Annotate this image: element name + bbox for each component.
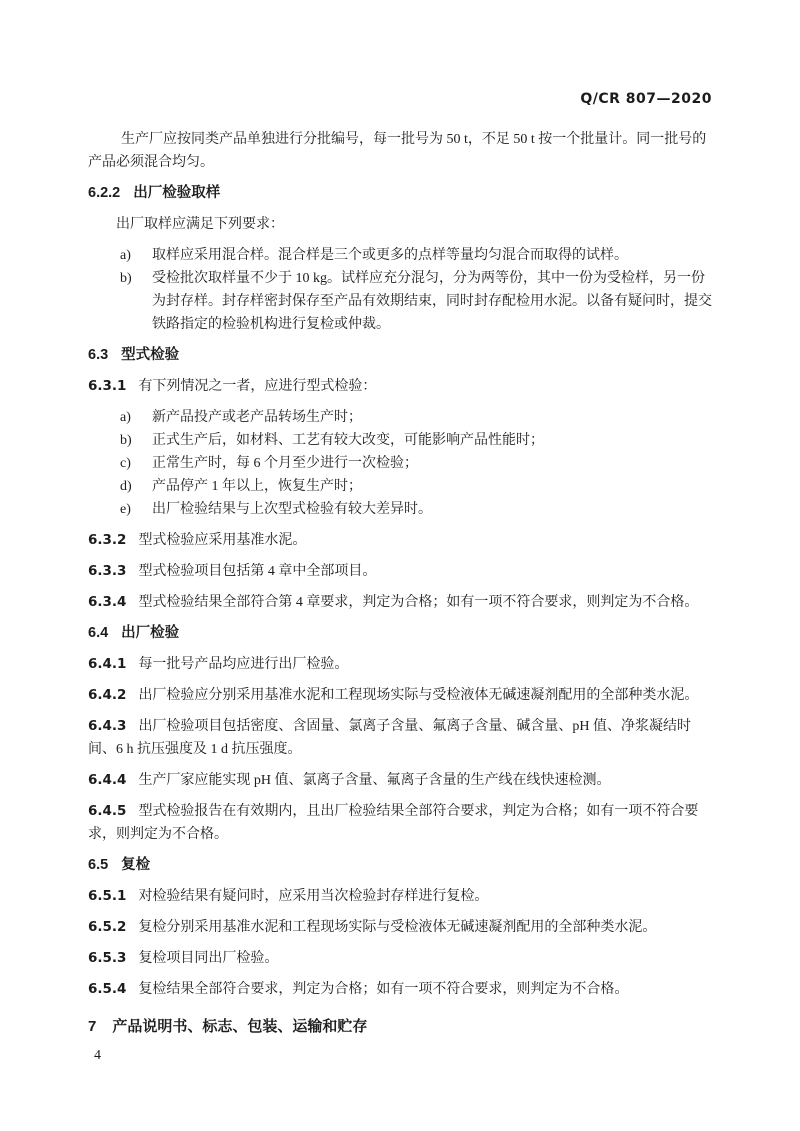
heading-title: 复检 xyxy=(121,857,151,873)
heading-title: 产品说明书、标志、包装、运输和贮存 xyxy=(112,1018,368,1035)
clause-6-5-1 xyxy=(88,885,712,908)
clause-6-5-4 xyxy=(88,978,712,1001)
clause-6-3-4 xyxy=(88,591,712,614)
list-item-text: 正式生产后，如材料、工艺有较大改变，可能影响产品性能时； xyxy=(152,433,544,448)
heading-6-5 xyxy=(88,854,712,877)
clause-number: 6.5.2 xyxy=(88,919,127,935)
clause-text: 有下列情况之一者，应进行型式检验： xyxy=(138,379,377,394)
clause-text: 出厂检验应分别采用基准水泥和工程现场实际与受检液体无碱速凝剂配用的全部种类水泥。 xyxy=(138,688,699,703)
heading-6-2-2 xyxy=(88,182,712,205)
clause-6-3-2 xyxy=(88,529,712,552)
clause-text: 型式检验应采用基准水泥。 xyxy=(138,533,307,548)
clause-number: 6.4.3 xyxy=(88,718,127,734)
heading-7 xyxy=(88,1015,712,1038)
list-item-a xyxy=(120,406,712,429)
list-marker: c) xyxy=(120,456,131,471)
clause-text: 对检验结果有疑问时，应采用当次检验封存样进行复检。 xyxy=(138,889,489,904)
list-item-a xyxy=(120,244,712,267)
heading-number: 7 xyxy=(88,1018,97,1035)
clause-6-4-5 xyxy=(88,800,712,846)
clause-6-3-3 xyxy=(88,560,712,583)
clause-text: 每一批号产品均应进行出厂检验。 xyxy=(138,657,349,672)
clause-number: 6.5.1 xyxy=(88,888,127,904)
clause-number: 6.4.4 xyxy=(88,772,127,788)
heading-title: 出厂检验取样 xyxy=(133,185,221,201)
heading-title: 型式检验 xyxy=(121,347,180,363)
list-item-b xyxy=(120,429,712,452)
clause-number: 6.5.4 xyxy=(88,981,127,997)
clause-text: 生产厂家应能实现 pH 值、氯离子含量、氟离子含量的生产线在线快速检测。 xyxy=(138,773,611,788)
list-item-b xyxy=(120,267,712,336)
clause-number: 6.5.3 xyxy=(88,950,127,966)
clause-6-5-3 xyxy=(88,947,712,970)
clause-6-3-1 xyxy=(88,375,712,398)
list-item-text: 产品停产 1 年以上，恢复生产时； xyxy=(152,479,362,494)
batch-numbering-paragraph: 生产厂应按同类产品单独进行分批编号，每一批号为 50 t，不足 50 t 按一个批量计。同一批号的产品必须混合均匀。 xyxy=(88,132,707,170)
list-marker: b) xyxy=(120,433,132,448)
list-item-e xyxy=(120,498,712,521)
type-test-conditions-list xyxy=(120,406,712,521)
clause-number: 6.4.5 xyxy=(88,803,127,819)
sampling-requirements-list xyxy=(120,244,712,336)
clause-number: 6.3.1 xyxy=(88,378,127,394)
clause-number: 6.4.1 xyxy=(88,656,127,672)
page-number: 4 xyxy=(94,1048,101,1063)
list-marker: d) xyxy=(120,479,132,494)
clause-6-4-3 xyxy=(88,715,712,761)
heading-title: 出厂检验 xyxy=(121,625,180,641)
list-marker: a) xyxy=(120,248,131,263)
clause-number: 6.3.4 xyxy=(88,594,127,610)
clause-6-4-1 xyxy=(88,653,712,676)
list-item-text: 新产品投产或老产品转场生产时； xyxy=(152,410,362,425)
heading-number: 6.5 xyxy=(88,857,109,873)
list-marker: e) xyxy=(120,502,131,517)
heading-number: 6.2.2 xyxy=(88,185,121,201)
clause-text: 复检结果全部符合要求，判定为合格；如有一项不符合要求，则判定为不合格。 xyxy=(138,982,629,997)
clause-text: 复检分别采用基准水泥和工程现场实际与受检液体无碱速凝剂配用的全部种类水泥。 xyxy=(138,920,657,935)
list-item-c xyxy=(120,452,712,475)
sampling-requirements-intro: 出厂取样应满足下列要求： xyxy=(116,217,284,232)
list-item-d xyxy=(120,475,712,498)
clause-text: 型式检验项目包括第 4 章中全部项目。 xyxy=(138,564,377,579)
heading-6-4 xyxy=(88,622,712,645)
clause-text: 型式检验结果全部符合第 4 章要求，判定为合格；如有一项不符合要求，则判定为不合格。 xyxy=(138,595,699,610)
clause-6-5-2 xyxy=(88,916,712,939)
list-marker: b) xyxy=(120,271,132,286)
list-item-text: 出厂检验结果与上次型式检验有较大差异时。 xyxy=(152,502,432,517)
heading-number: 6.4 xyxy=(88,625,109,641)
clause-text: 出厂检验项目包括密度、含固量、氯离子含量、氟离子含量、碱含量、pH 值、净浆凝结时间、6 h 抗压强度及 1 d 抗压强度。 xyxy=(88,719,692,757)
list-marker: a) xyxy=(120,410,131,425)
doc-code-header: Q/CR 807—2020 xyxy=(580,91,712,107)
clause-text: 复检项目同出厂检验。 xyxy=(138,951,279,966)
heading-6-3 xyxy=(88,344,712,367)
clause-number: 6.3.3 xyxy=(88,563,127,579)
list-item-text: 取样应采用混合样。混合样是三个或更多的点样等量均匀混合而取得的试样。 xyxy=(152,248,628,263)
list-item-text: 正常生产时，每 6 个月至少进行一次检验； xyxy=(152,456,418,471)
clause-number: 6.3.2 xyxy=(88,532,127,548)
clause-number: 6.4.2 xyxy=(88,687,127,703)
clause-6-4-2 xyxy=(88,684,712,707)
clause-6-4-4 xyxy=(88,769,712,792)
clause-text: 型式检验报告在有效期内，且出厂检验结果全部符合要求，判定为合格；如有一项不符合要求，则判定为不合格。 xyxy=(88,804,699,842)
list-item-text: 受检批次取样量不少于 10 kg。试样应充分混匀，分为两等份，其中一份为受检样，另一份为封存样。封存样密封保存至产品有效期结束，同时封存配检用水泥。以备有疑问时，提交铁路指定的检验机构进行复检或仲裁。 xyxy=(152,271,712,332)
heading-number: 6.3 xyxy=(88,347,109,363)
